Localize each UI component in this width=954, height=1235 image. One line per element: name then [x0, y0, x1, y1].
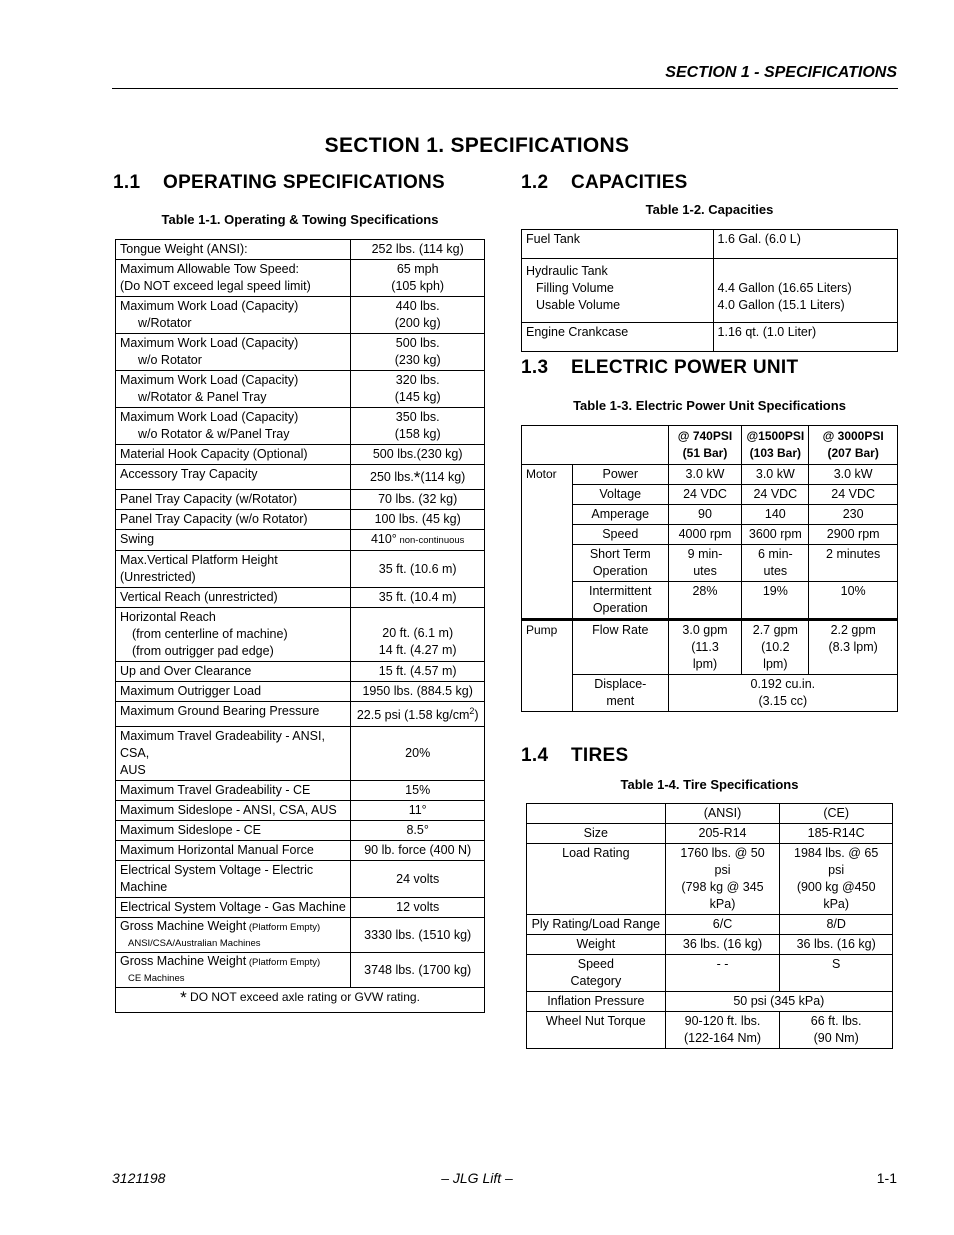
table-row: Swing 410° non-continuous — [116, 530, 485, 551]
table-1-2-caption: Table 1-2. Capacities — [645, 202, 774, 217]
table-row: Voltage 24 VDC 24 VDC 24 VDC — [522, 485, 898, 505]
table-row: Panel Tray Capacity (w/o Rotator) 100 lbs. (45 kg) — [116, 510, 485, 530]
table-row: Ply Rating/Load Range 6/C 8/D — [527, 915, 893, 935]
table-row: Maximum Sideslope - CE 8.5° — [116, 821, 485, 841]
table-row: Maximum Work Load (Capacity) w/Rotator 440 lbs. (200 kg) — [116, 297, 485, 334]
table-row: Accessory Tray Capacity 250 lbs.*(114 kg) — [116, 465, 485, 490]
table-1-4-caption: Table 1-4. Tire Specifications — [620, 777, 799, 792]
table-row: Maximum Outrigger Load 1950 lbs. (884.5 kg) — [116, 682, 485, 702]
table-row: Short Term Operation 9 min- utes 6 min- utes 2 minutes — [522, 545, 898, 582]
table-row: Wheel Nut Torque 90-120 ft. lbs. (122-164 Nm) 66 ft. lbs. (90 Nm) — [527, 1012, 893, 1049]
running-header: SECTION 1 - SPECIFICATIONS — [665, 64, 897, 81]
table-note-row: * DO NOT exceed axle rating or GVW rating. — [116, 988, 485, 1013]
table-header-row: @ 740PSI (51 Bar) @1500PSI (103 Bar) @ 3000PSI (207 Bar) — [522, 426, 898, 465]
table-row: Load Rating 1760 lbs. @ 50 psi (798 kg @ 345 kPa) 1984 lbs. @ 65 psi (900 kg @450 kPa) — [527, 844, 893, 915]
table-row: Maximum Work Load (Capacity) w/o Rotator 500 lbs. (230 kg) — [116, 334, 485, 371]
table-header-row: (ANSI) (CE) — [527, 804, 893, 824]
table-row: Speed 4000 rpm 3600 rpm 2900 rpm — [522, 525, 898, 545]
capacities-table — [521, 229, 898, 352]
electric-power-unit-table — [521, 425, 898, 712]
operating-specifications-table — [115, 239, 485, 1013]
table-row: Vertical Reach (unrestricted) 35 ft. (10.4 m) — [116, 588, 485, 608]
table-row: Gross Machine Weight (Platform Empty) CE Machines 3748 lbs. (1700 kg) — [116, 953, 485, 988]
table-row: Max.Vertical Platform Height (Unrestricted) 35 ft. (10.6 m) — [116, 551, 485, 588]
section-1-3-heading: 1.3 ELECTRIC POWER UNIT — [521, 357, 799, 378]
table-row: Gross Machine Weight (Platform Empty) ANSI/CSA/Australian Machines 3330 lbs. (1510 kg) — [116, 918, 485, 953]
table-row: Displace- ment 0.192 cu.in. (3.15 cc) — [522, 675, 898, 712]
table-row: Maximum Work Load (Capacity) w/Rotator & Panel Tray 320 lbs. (145 kg) — [116, 371, 485, 408]
table-1-1-caption: Table 1-1. Operating & Towing Specifications — [161, 212, 439, 227]
footer-page-number: 1-1 — [876, 1170, 897, 1186]
header-rule — [112, 88, 898, 89]
table-row: Speed Category - - S — [527, 955, 893, 992]
table-row: Size 205-R14 185-R14C — [527, 824, 893, 844]
section-title: OPERATING SPECIFICATIONS — [163, 172, 446, 193]
table-row: Maximum Allowable Tow Speed: (Do NOT exceed legal speed limit) 65 mph (105 kph) — [116, 260, 485, 297]
table-row: Amperage 90 140 230 — [522, 505, 898, 525]
table-row: Electrical System Voltage - Electric Machine 24 volts — [116, 861, 485, 898]
table-row: Motor Power 3.0 kW 3.0 kW 3.0 kW — [522, 465, 898, 485]
table-row: Maximum Ground Bearing Pressure 22.5 psi (1.58 $kg/cm^2$) — [116, 702, 485, 727]
table-row: Maximum Work Load (Capacity) w/o Rotator & w/Panel Tray 350 lbs. (158 kg) — [116, 408, 485, 445]
table-row: Maximum Travel Gradeability - ANSI, CSA, AUS 20% — [116, 727, 485, 781]
table-row: Material Hook Capacity (Optional) 500 lbs.(230 kg) — [116, 445, 485, 465]
table-row: Weight 36 lbs. (16 kg) 36 lbs. (16 kg) — [527, 935, 893, 955]
table-row: Hydraulic Tank Filling Volume Usable Volume 4.4 Gallon (16.65 Liters) 4.0 Gallon (15.1 Liters) — [522, 259, 898, 323]
section-1-4-heading: 1.4 TIRES — [521, 745, 629, 766]
table-row: Panel Tray Capacity (w/Rotator) 70 lbs. (32 kg) — [116, 490, 485, 510]
table-row: Maximum Travel Gradeability - CE 15% — [116, 781, 485, 801]
table-row: Tongue Weight (ANSI): 252 lbs. (114 kg) — [116, 240, 485, 260]
tire-specifications-table — [526, 803, 893, 1049]
section-1-1-heading — [113, 172, 445, 194]
table-row: Horizontal Reach (from centerline of machine) (from outrigger pad edge) 20 ft. (6.1 m) 14 ft. (4.27 m) — [116, 608, 485, 662]
table-row: Engine Crankcase 1.16 qt. (1.0 Liter) — [522, 323, 898, 352]
table-row: Inflation Pressure 50 psi (345 kPa) — [527, 992, 893, 1012]
table-row: Maximum Horizontal Manual Force 90 lb. force (400 N) — [116, 841, 485, 861]
table-row: Electrical System Voltage - Gas Machine 12 volts — [116, 898, 485, 918]
table-row: Maximum Sideslope - ANSI, CSA, AUS 11° — [116, 801, 485, 821]
table-row: Fuel Tank 1.6 Gal. (6.0 L) — [522, 230, 898, 259]
section-1-2-heading: 1.2 CAPACITIES — [521, 172, 688, 193]
page-title: SECTION 1. SPECIFICATIONS — [324, 134, 630, 157]
footer-publisher: – JLG Lift – — [441, 1170, 513, 1186]
section-number: 1.1 — [113, 172, 141, 193]
footer-doc-number: 3121198 — [112, 1170, 166, 1186]
table-row: Pump Flow Rate 3.0 gpm (11.3 lpm) 2.7 gpm (10.2 lpm) 2.2 gpm (8.3 lpm) — [522, 620, 898, 675]
table-1-3-caption: Table 1-3. Electric Power Unit Specifications — [573, 398, 846, 413]
table-row: Intermittent Operation 28% 19% 10% — [522, 582, 898, 620]
table-row: Up and Over Clearance 15 ft. (4.57 m) — [116, 662, 485, 682]
